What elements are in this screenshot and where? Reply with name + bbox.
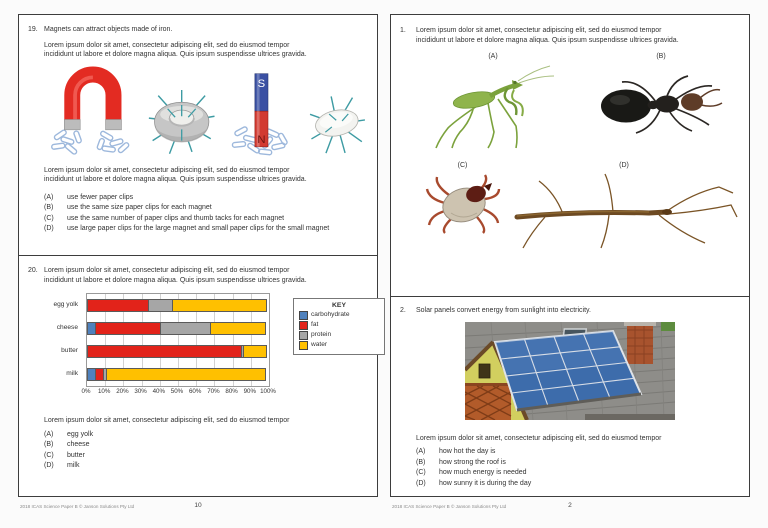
solar-panels-roof-image	[465, 322, 675, 420]
option-d: (D) how sunny it is during the day	[416, 479, 532, 487]
bar-magnet-image	[223, 68, 300, 160]
x-axis-tick-label: 50%	[170, 388, 184, 395]
ring-magnet-image	[147, 80, 216, 160]
x-axis-tick-label: 60%	[188, 388, 202, 395]
question-20-line: Lorem ipsum dolor sit amet, consectetur adipiscing elit, sed do eiusmod tempor	[44, 417, 290, 424]
question-19	[19, 15, 377, 255]
chart-category-label: cheese	[56, 324, 78, 331]
chart-legend-title: KEY	[332, 302, 346, 309]
legend-item-carbohydrate: carbohydrate	[299, 311, 379, 320]
figure-c-label: (C)	[457, 162, 468, 169]
question-19-stem: Magnets can attract objects made of iron.	[44, 26, 173, 33]
question-2-number: 2.	[400, 307, 406, 314]
question-19-number: 19.	[28, 26, 38, 33]
option-a: (A) use fewer paper clips	[44, 193, 134, 201]
bar-segment-protein	[160, 322, 211, 335]
figure-c	[420, 162, 505, 251]
figure-d-label: (D)	[619, 162, 629, 169]
x-axis-tick-label: 0%	[81, 388, 91, 395]
option-c: (C) how much energy is needed	[416, 469, 527, 476]
x-axis-tick-label: 70%	[207, 388, 220, 395]
horseshoe-magnet-image	[46, 64, 140, 160]
praying-mantis-image	[430, 62, 556, 150]
x-axis-tick-label: 10%	[97, 388, 111, 395]
x-axis-tick-label: 90%	[243, 388, 256, 395]
bar-segment-water	[243, 345, 267, 358]
right-page	[390, 14, 750, 497]
legend-item-water: water	[299, 341, 379, 350]
figure-row-top	[400, 53, 739, 150]
bar-segment-water	[106, 368, 266, 381]
figure-b-label: (B)	[656, 53, 666, 60]
bar-magnet-north-label: N	[257, 133, 266, 146]
chart-category-label: egg yolk	[53, 301, 78, 308]
option-d: (D) use large paper clips for the large magnet and small paper clips for the small magnet	[44, 225, 330, 232]
solar-panel-photo	[465, 322, 675, 425]
paper-clips-icon	[51, 129, 129, 155]
question-19-paragraph-1: Lorem ipsum dolor sit amet, consectetur adipiscing elit, sed do eiusmod tempor incididunt ut labore et dolore magna aliqua. Quis ipsum suspendisse ultrices gravida.	[44, 41, 307, 58]
figure-d	[509, 162, 739, 251]
legend-item-fat: fat	[299, 321, 379, 330]
stacked-bar-chart	[28, 293, 367, 407]
bar-segment-fat	[87, 345, 242, 358]
chart-x-ticks	[81, 388, 276, 398]
bar-butter	[87, 345, 269, 358]
chart-category-label: butter	[61, 347, 78, 354]
figure-row-bottom	[400, 162, 739, 251]
x-axis-tick-label: 40%	[152, 388, 165, 395]
option-a: (A) egg yolk	[44, 430, 94, 438]
legend-swatch-protein	[299, 331, 308, 340]
question-20-options	[44, 430, 367, 472]
option-b: (B) how strong the roof is	[416, 458, 506, 466]
x-axis-tick-label: 100%	[260, 388, 276, 395]
question-2-stem: Solar panels convert energy from sunlight into electricity.	[416, 307, 591, 314]
question-2-options	[416, 447, 739, 489]
x-axis-tick-label: 20%	[116, 388, 129, 395]
stick-insect-image	[509, 171, 739, 251]
bar-egg-yolk	[87, 299, 269, 312]
disc-magnet-image	[307, 86, 367, 160]
option-c: (C) butter	[44, 451, 85, 459]
right-footer-text: 2018 ICAS Science Paper B © Janson Solutions Pty Ltd	[392, 504, 507, 509]
bar-cheese	[87, 322, 269, 335]
option-b: (B) cheese	[44, 441, 90, 448]
bar-segment-water	[210, 322, 266, 335]
left-footer-text: 2018 ICAS Science Paper B © Janson Solutions Pty Ltd	[20, 504, 135, 509]
chart-category-labels	[28, 293, 82, 385]
question-19-options	[44, 193, 367, 235]
legend-swatch-water	[299, 341, 308, 350]
bar-milk	[87, 368, 269, 381]
left-page	[18, 14, 378, 497]
option-a: (A) how hot the day is	[416, 448, 496, 455]
bar-magnet-south-label: S	[257, 77, 266, 90]
left-page-number: 10	[194, 502, 202, 509]
option-d: (D) milk	[44, 462, 80, 469]
question-2	[391, 296, 749, 496]
bar-segment-protein	[148, 299, 173, 312]
legend-swatch-fat	[299, 321, 308, 330]
x-axis-tick-label: 80%	[225, 388, 238, 395]
question-2-line: Lorem ipsum dolor sit amet, consectetur adipiscing elit, sed do eiusmod tempor	[416, 434, 662, 442]
question-20: 20. Lorem ipsum dolor sit amet, consectetur adipiscing elit, sed do eiusmod tempor incididunt ut labore et dolore magna aliqua. Quis ipsum suspendisse ultrices gravida. egg yolk cheese butter milk 0% 10% 20% 30% 40% 50% 60% 70% 80% 90% 100% KEY carbohydrate fat protein water Lorem ipsum dolor sit amet, consectetur adipiscing elit, sed do eiusmod tempor (A) egg yolk (B) cheese (C) butter (D) milk	[19, 255, 377, 496]
bar-segment-fat	[87, 299, 149, 312]
question-1-number: 1.	[400, 27, 406, 34]
question-20-number: 20.	[28, 267, 38, 274]
question-1: 1. Lorem ipsum dolor sit amet, consectetur adipiscing elit, sed do eiusmod tempor incididunt ut labore et dolore magna aliqua. Quis ipsum suspendisse ultrices gravida. (A) (B) (C) (D)	[391, 15, 749, 296]
bar-segment-fat	[95, 322, 161, 335]
tick-image	[425, 171, 501, 235]
figure-a-label: (A)	[488, 53, 498, 60]
figure-b	[586, 53, 736, 150]
option-c: (C) use the same number of paper clips and thumb tacks for each magnet	[44, 214, 285, 222]
option-b: (B) use the same size paper clips for each magnet	[44, 204, 212, 211]
right-page-number: 2	[568, 502, 572, 509]
legend-item-protein: protein	[299, 331, 379, 340]
x-axis-tick-label: 30%	[134, 388, 147, 395]
bar-segment-water	[172, 299, 267, 312]
chart-category-label: milk	[66, 370, 78, 377]
ant-image	[592, 72, 730, 136]
question-19-paragraph-2: Lorem ipsum dolor sit amet, consectetur adipiscing elit, sed do eiusmod tempor incididunt ut labore et dolore magna aliqua. Quis ipsum suspendisse ultrices gravida.	[44, 166, 307, 183]
chart-legend	[293, 298, 385, 355]
figure-a	[414, 53, 572, 150]
legend-swatch-carbohydrate	[299, 311, 308, 320]
magnet-figures	[46, 64, 367, 160]
chart-plot-area	[86, 293, 270, 387]
